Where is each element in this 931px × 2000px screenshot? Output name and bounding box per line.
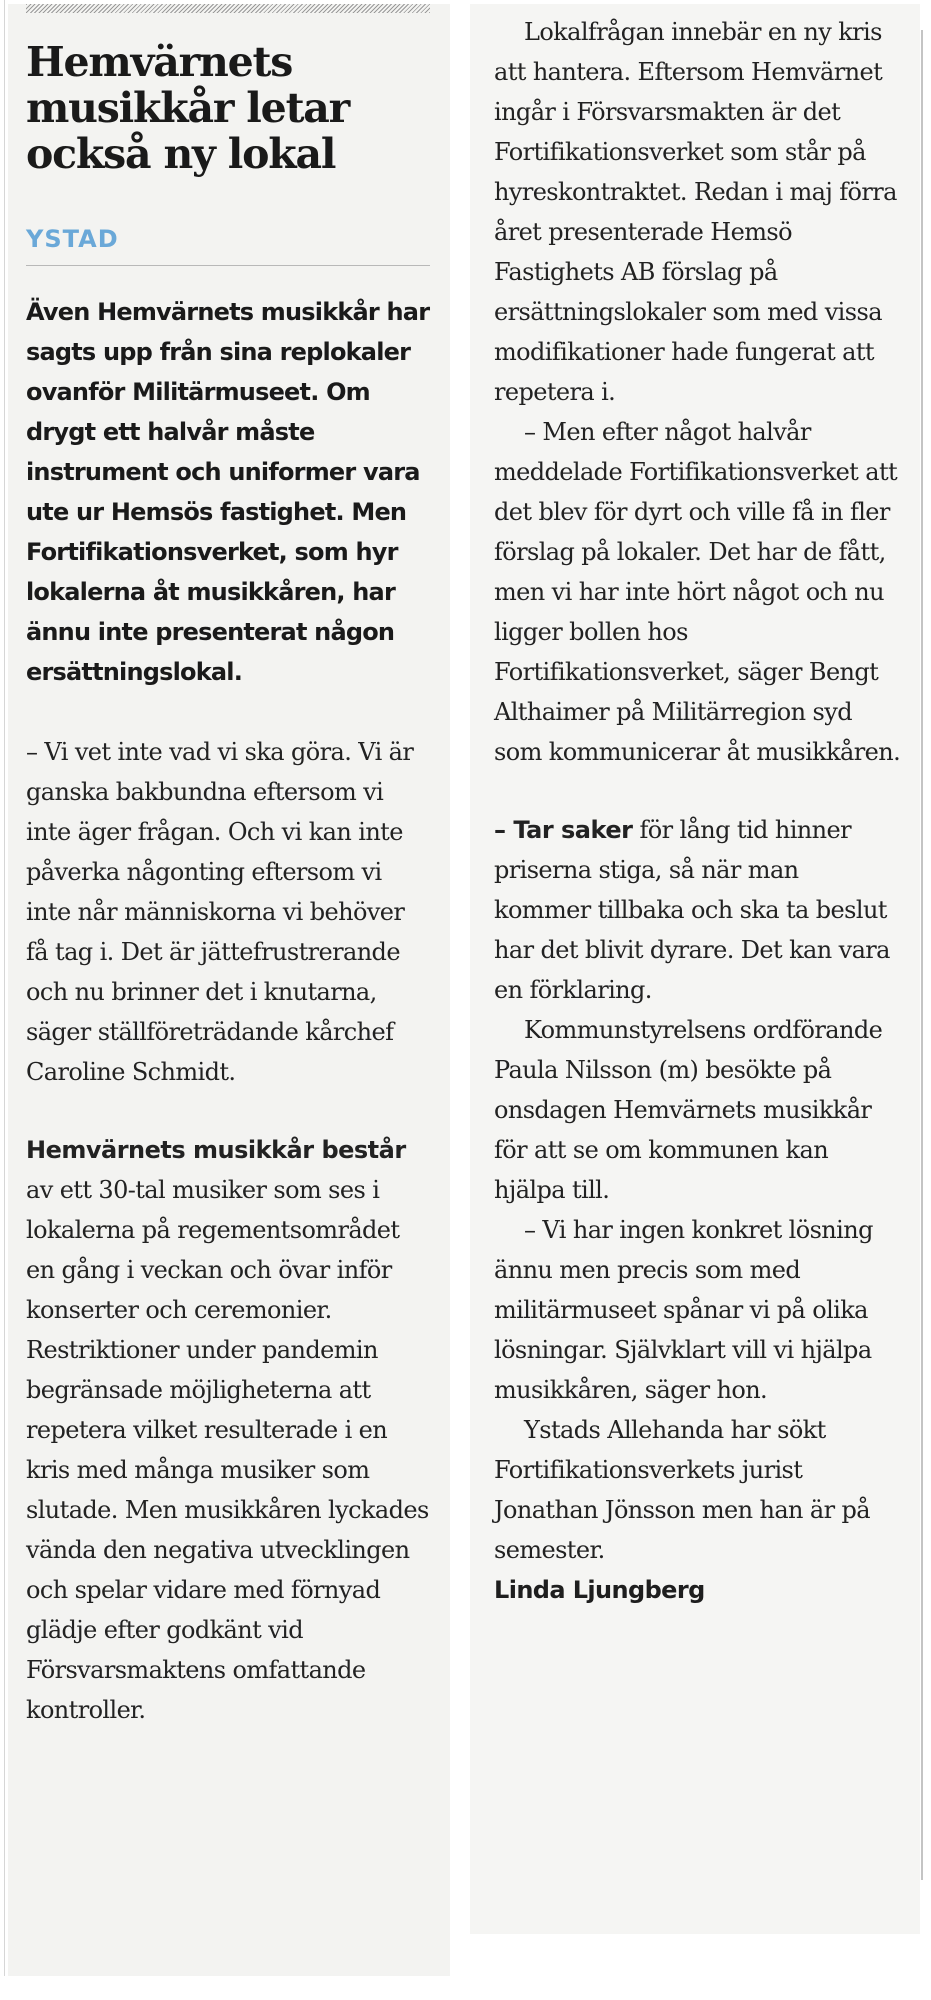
body-paragraph-7: – Vi har ingen konkret lösning ännu men precis som med militärmuseet spånar vi på olika lösningar. Självklart vill vi hjälpa musikkåren, säger hon.: [494, 1216, 873, 1404]
body-paragraph-5-text: för lång tid hinner priserna stiga, så när man kommer tillbaka och ska ta beslut har det blivit dyrare. Det kan vara en förklaring.: [494, 816, 890, 1004]
lead-paragraph: Även Hemvärnets musikkår har sagts upp från sina replokaler ovanför Militärmuseet. Om drygt ett halvår måste instrument och uniformer vara ute ur Hemsös fastighet. Men Fortifikationsverket, som hyr lokalerna åt musikkåren, har ännu inte presenterat någon ersättningslokal.: [26, 298, 430, 686]
body-paragraph-3: Lokalfrågan innebär en ny kris att hantera. Eftersom Hemvärnet ingår i Försvarsmakten är det Fortifikationsverket som står på hyreskontraktet. Redan i maj förra året presenterade Hemsö Fastighets AB förslag på ersättningslokaler som med vissa modifikationer hade fungerat att repetera i.: [494, 18, 897, 406]
headline: Hemvärnets musikkår letar också ny lokal: [26, 38, 350, 178]
body-paragraph-2-text: av ett 30-tal musiker som ses i lokalerna på regementsområdet en gång i veckan och övar inför konserter och ceremonier. Restriktioner under pandemin begränsade möjligheterna att repetera vilket resulterade i en kris med många musiker som slutade. Men musikkåren lyckades vända den negativa utvecklingen och spelar vidare med förnyad glädje efter godkänt vid Försvarsmaktens omfattande kontroller.: [26, 1176, 429, 1724]
dateline-divider: [26, 265, 430, 266]
body-paragraph-5: [494, 810, 902, 1010]
subhead-hemvarnets: Hemvärnets musikkår består: [26, 1136, 406, 1164]
page-edge-line: [4, 0, 5, 1976]
column-edge-line: [921, 30, 923, 1880]
left-body: [26, 732, 430, 1730]
body-paragraph-6: Kommunstyrelsens ordförande Paula Nilsson (m) besökte på onsdagen Hemvärnets musikkår för att se om kommunen kan hjälpa till.: [494, 1016, 883, 1204]
body-paragraph-1: – Vi vet inte vad vi ska göra. Vi är ganska bakbundna eftersom vi inte äger frågan. Och vi kan inte påverka någonting eftersom vi inte når människorna vi behöver få tag i. Det är jättefrustrerande och nu brinner det i knutarna, säger ställföreträdande kårchef Caroline Schmidt.: [26, 738, 414, 1086]
subhead-tar-saker: – Tar saker: [494, 816, 633, 844]
right-body: [494, 12, 902, 1570]
dateline: YSTAD: [26, 225, 119, 253]
body-paragraph-4: – Men efter något halvår meddelade Fortifikationsverket att det blev för dyrt och ville få in fler förslag på lokaler. Det har de fått, men vi har inte hört något och nu ligger bollen hos Fortifikationsverket, säger Bengt Althaimer på Militärregion syd som kommunicerar åt musikkåren.: [494, 418, 901, 766]
article-right-column: [470, 4, 920, 1934]
byline: Linda Ljungberg: [494, 1576, 705, 1604]
article-left-column: [8, 4, 450, 1976]
body-paragraph-2: [26, 1130, 430, 1730]
top-hatched-rule: [26, 4, 430, 13]
body-paragraph-8: Ystads Allehanda har sökt Fortifikationsverkets jurist Jonathan Jönsson men han är på semester.: [494, 1416, 871, 1564]
